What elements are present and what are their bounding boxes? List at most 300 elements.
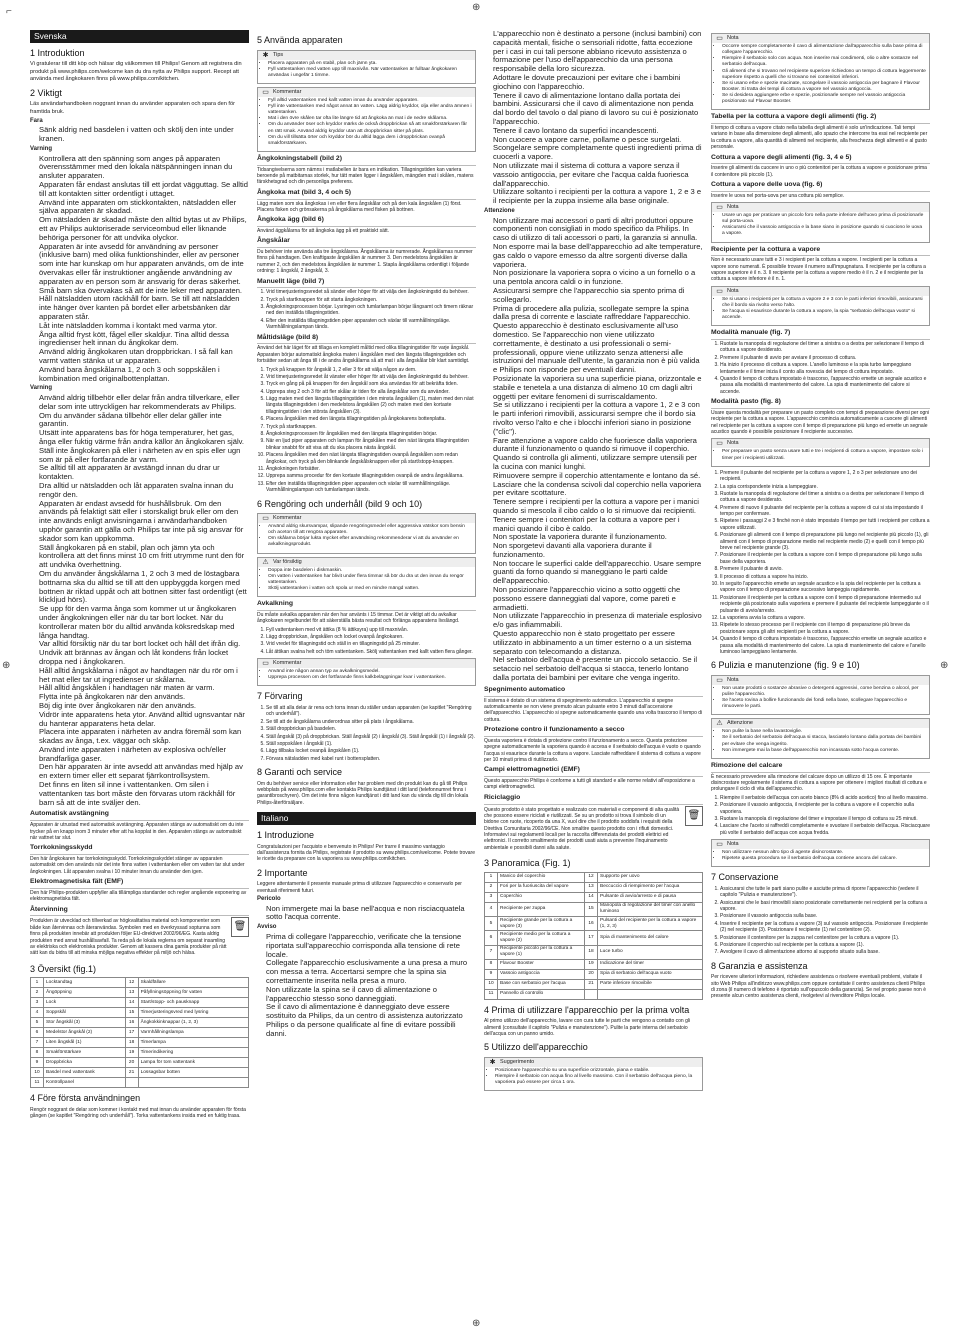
list-item: 1. Riempire il serbatoio dell'acqua con aceto bianco (8% di acido acetico) fino al livello massimo. [720, 795, 930, 801]
part-number: 6 [485, 931, 498, 945]
list-item: 1. Vrid timerjusteringsvredet så sänder eller höger för att välja den ångkokningstid du behöver. [266, 289, 476, 295]
table-row [31, 998, 249, 1008]
paragraph: Rengör noggrant de delar som kommer i kontakt med mat innan du använder apparaten för första gången (se kapitlet "Rengöring och underhåll"). Torka vattentankens insida med en fuktig trasa. [30, 1106, 246, 1120]
bullet-list [484, 30, 703, 206]
bullet-list [261, 98, 472, 147]
part-number: 6 [31, 1028, 44, 1038]
note-box [711, 438, 930, 466]
part-number: 15 [585, 902, 598, 916]
list-item: 4. Ställ ångskål (3) på droppbrickan. Ställ ångskål (2) i ångskål (3). Ställ ångskål (1) i ångskål (2). [266, 734, 476, 740]
paragraph: Tidsangivelserna som nämns i matlabellen är bara en indikation. Tillagningstiden kan variera beroende på matbitarnas storlek, hur tätt maten ligger i ångskålen, mängden mat i skålen, matens färskhetsgrad och din personliga preferens. [257, 166, 474, 186]
table-row [485, 979, 703, 989]
part-number: 18 [125, 1038, 138, 1048]
list-item: • Om vatten i vattentanken har blivit under flera timmar så bör du dra ut den innan du rengör vattentanken. [268, 574, 472, 586]
part-name: Lock [44, 998, 126, 1008]
subheading: Attenzione [484, 207, 515, 214]
list-item: • Om nätsladden är skadad måste den alltid bytas ut av Philips, ett av Philips auktoriserade serviceombud eller liknande behöriga personer för att undvika olyckor. [39, 216, 249, 242]
part-name: Supporto per uovo [598, 872, 703, 882]
list-item: • Assicurarsi sempre che l'apparecchio sia spento prima di scollegarlo. [493, 287, 703, 305]
part-name: Spia di mantenimento del calore [598, 931, 703, 945]
list-item: • Doppa inte basdelen i diskmaskin. [268, 568, 472, 574]
part-name: Ångöppning [44, 988, 126, 998]
bullet-list [715, 297, 926, 322]
paragraph: Questo prodotto è stato progettato e realizzato con materiali e componenti di alta qualità che possono essere riciclati e riutilizzati. Se su un prodotto si trova il simbolo di un bidone con ruote, ricoperto da una X, vuol dire che il prodotto soddisfa i requisiti della Direttiva Comunitaria 2002/96/CE. Non smaltire questo prodotto con i rifiuti domestici. Informatevi sui regolamenti locali per la raccolta differenziata dei prodotti elettrici ed elettronici. Il corretto smaltimento dei prodotti usati aiuta a prevenire l'inquinamento ambientale e possibili danni alla salute. [484, 806, 680, 851]
paragraph: Leggere attentamente il presente manuale prima di utilizzare l'apparecchio e conservarlo per eventuali riferimenti futuri. [257, 881, 462, 894]
list-item: 3. Ruotate la manopola di regolazione del timer a sinistra o a destra per selezionare il tempo di cottura a vapore desiderato. [720, 491, 930, 504]
list-item: 2. Lägg droppbrickan, ångskålen och locket ovanpå ångkokaren. [266, 634, 476, 640]
section-title: 1 Introduzione [257, 830, 315, 841]
section-title: 5 Använda apparaten [257, 35, 343, 45]
note-icon: ▭ [716, 287, 723, 295]
list-item: • Se alltid till att apparaten är avstängd innan du drar ur kontakten. [39, 464, 249, 482]
registration-mark-icon: ⊕ [472, 1318, 481, 1329]
part-number: 11 [31, 1078, 44, 1088]
list-item: • Tenere il cavo di alimentazione lontano dalla portata dei bambini. Assicurarsi che il cavo di alimentazione non penda dal bordo del tavolo o dal piano di lavoro su cui è posizionato l'apparecchio. [493, 92, 703, 127]
list-item: • Vidrör inte apparatens heta ytor. Använd alltid ugnsvantar när du hanterar apparatens heta delar. [39, 711, 249, 729]
table-row [485, 931, 703, 945]
part-number: 13 [125, 988, 138, 998]
note-icon: ▭ [716, 35, 723, 43]
paragraph: Al primo utilizzo dell'apparecchio, lavare con cura tutte le parti che vengono a contatto con gli alimenti (consultate il capitolo "Pulizia e manutenzione"). Pulite la parte interna del serbatoio dell'acqua con un panno umido. [484, 1018, 691, 1038]
list-item: 4. Låt ättikan svalna helt och töm vattentanken. Skölj vattentanken med kallt vatten flera gånger. [266, 649, 476, 655]
crop-mark: ⌐ [6, 6, 12, 17]
note-label: Nota [727, 676, 739, 683]
language-header-italiano: Italiano [257, 812, 476, 825]
part-name: Flavour Booster [498, 959, 585, 969]
list-item: • Ånga alltid fryst kött, fågel eller skaldjur. Tina alltid dessa ingredienser helt innan du ångkokar dem. [39, 331, 249, 349]
section-title: 6 Pulizia e manutenzione (fig. 9 e 10) [711, 660, 860, 671]
tip-box [484, 1057, 703, 1091]
numbered-list [711, 886, 930, 956]
list-item: • Håll alltid ångskålen i handtagen när maten är varm. [39, 684, 249, 693]
tip-icon: ✱ [262, 51, 269, 59]
part-number: 7 [485, 945, 498, 959]
list-item: • Se upp för den varma ånga som kommer ut ur ångkokaren under ångkokningen eller när du tar bort locket. När du kontrollerar maten bör du alltid använda köksredskap med långa handtag. [39, 605, 249, 640]
list-item: • Tenere sempre i contenitori per la cottura a vapore per i manici quando il cibo è caldo. [493, 516, 703, 534]
part-number: 17 [585, 931, 598, 945]
subheading: Varning [30, 385, 53, 392]
note-box [711, 33, 930, 110]
part-name: Spia di serbatoio dell'acqua vuoto [598, 969, 703, 979]
part-name: Stor ångskål (3) [44, 1018, 126, 1028]
list-item: • Usare un ago per praticare un piccolo foro nella parte inferiore dell'uovo prima di posizionarle sul porta-uova. [722, 213, 926, 225]
table-row [485, 882, 703, 892]
list-item: • Om du använder ångskålarna 1, 2 och 3 med de löstagbara bottnarna ska du alltid se till att den uppbyggda korgen med bottnen är riktad uppåt och att bottnen sitter fast ordentligt (ett klickljud hörs). [39, 570, 249, 605]
list-item: • Upprepa processen om det fortfarande finns kalkbeläggningar kvar i vattentanken. [268, 675, 472, 681]
list-item: 8. Premere il pulsante di avvio. [720, 566, 930, 572]
subsection-title: Återvinning [30, 906, 249, 917]
part-number: 18 [585, 945, 598, 959]
list-item: 3. Ruotare la manopola di regolazione del timer e impostare il tempo di cottura su 25 minuti. [720, 816, 930, 822]
list-item: • Posizionare l'apparecchio su una superficie orizzontale, piana e stabile. [495, 1068, 699, 1074]
list-item: 3. Ångkokningsprocessen börjar. Lysringen och tumlarlampan börjar långsamt och timern räknar ned den inställda tillagningstiden. [266, 304, 476, 317]
list-item: 4. Quando il tempo di cottura impostato è trascorso, l'apparecchio emette un segnale acustico e passa alla modalità di mantenimento del calore. La spia di mantenimento del calore si accende. [720, 376, 930, 395]
list-item: • Placera inte apparaten i närheten av andra föremål som kan skadas av ånga, t.ex. väggar och skåp. [39, 728, 249, 746]
paragraph: Läs användarhandboken noggrant innan du använder apparaten och spara den för framtida bruk. [30, 101, 235, 115]
part-number: 20 [125, 1058, 138, 1068]
note-label: Var försiktig [273, 558, 302, 565]
list-item: 1. Assicurarsi che tutte le parti siano pulite e asciutte prima di riporre l'apparecchio (vedere il capitolo "Pulizia e manutenzione"). [720, 886, 930, 899]
registration-mark-icon: ⊕ [472, 2, 481, 13]
paragraph: Il tempo di cottura a vapore citato nella tabella degli alimenti è solo un'indicazione. Tali tempi variano in base alla dimensione degli alimenti, allo spazio che intercorre tra essi nel recipiente per la cottura a vapore, alla quantità di alimenti nel recipiente, alla freschezza degli alimenti e al gusto personale. [711, 124, 928, 151]
list-item: 4. Lasciare che l'aceto si raffreddi completamente e svuotare il serbatoio dell'acqua. Risciacquare più volte il serbatoio dell'acqua con acqua fredda. [720, 823, 930, 836]
bullet-list [715, 729, 926, 754]
list-item: • Använd inte apparaten om stickkontakten, nätsladden eller själva apparaten är skadad. [39, 199, 249, 217]
part-name: Varmhållningslampa [138, 1028, 248, 1038]
bullet-list [715, 44, 926, 105]
table-row [31, 1028, 249, 1038]
numbered-list [257, 289, 476, 330]
list-item: • Rimuovere sempre il coperchio attentamente e lontano da sé. Lasciare che la condensa scivoli dal coperchio nella vaporiera per evitare scottature. [493, 472, 703, 498]
paragraph: Usare questa modalità per preparare un pasto completo con tempi di preparazione diversi per ogni recipiente per la cottura a vapore. L'apparecchio comincia automaticamente a cuocere gli alimenti nel recipiente per la cottura a vapore con il tempo di preparazione più lungo ed emette un segnale acustico quando è possibile posizionare il recipiente successivo. [711, 409, 930, 436]
part-number: 9 [31, 1058, 44, 1068]
table-row [31, 988, 249, 998]
list-item: • Non pulite la base nella lavastoviglie. [722, 729, 926, 735]
list-item: • Se il serbatoio del serbatoio dell'acqua si stacca, lasciatelo lontano dalla portata dei bambini per evitare che venga ingerito. [722, 735, 926, 747]
list-item: • Sänk aldrig ned basdelen i vatten och skölj den inte under kranen. [39, 126, 249, 144]
bullet-list [715, 213, 926, 238]
list-item: 1. Se till att alla delar är rena och torra innan du ställer undan apparaten (se kapitlet "Rengöring och underhåll"). [266, 705, 476, 718]
paragraph: Du behöver inte använda alla tre ångskålarna. Ångskålarna är numrerade. Ångskålarnas nummer finns på handtagen. Den kraftigaste ångskålen är nummer 3. Den medelstora ångskålen är nummer 2, och den medelstora ångskålen är nummer 1. Stapla ångskålarna ordentligt i följande ordning: 1 ångskål, 2 ångskål, 3. [257, 249, 473, 275]
list-item: 12. La vaporiera avvia la cottura a vapore. [720, 615, 930, 621]
list-item: • Se si desidera aggiungere erbe e spezie, posizionarle sempre nel vassoio antigoccia posizionato sul Flavour Booster. [722, 93, 926, 105]
part-number: 4 [31, 1008, 44, 1018]
list-item: • Fyll vattentanken med vatten upp till maxnivån. När vattentanken är fulltaar ångkokaren användas i ungefär 1 timme. [268, 67, 472, 79]
list-item: 6. Posizionare il coperchio sul recipiente per la cottura a vapore (1). [720, 942, 930, 948]
subsection-title: Ångkoka ägg (bild 6) [257, 216, 476, 227]
list-item: • Ställ inte ångkokaren på eller i närheten av en spis eller ugn som är på eller fortfarande är varm. [39, 447, 249, 465]
list-item: • Non immergete mai la base dell'apparecchio non incassata sotto l'acqua corrente. [722, 748, 926, 754]
part-number: 16 [585, 917, 598, 931]
part-number: 7 [31, 1038, 44, 1048]
paragraph: Per ricevere ulteriori informazioni, richiedere assistenza o risolvere eventuali problemi, visitate il sito Web Philips all'indirizzo www.philips.com oppure contattate il centro assistenza clienti Philips di zona (il numero di telefono è riportato sull'opuscolo della garanzia). Se nel proprio paese non è presente alcun centro assistenza clienti, rivolgetevi al rivenditore Philips locale. [711, 974, 926, 1000]
part-name [598, 989, 703, 999]
paragraph: Lägg maten som ska ångkokas i en eller flera ångskålar och på den kala ångskålen (1) först. Placera fisken och grönsakerna på ångskålarna med fisken på bottnen. [257, 200, 462, 213]
registration-mark-icon: ⊕ [940, 660, 949, 671]
note-label: Suggerimento [500, 1058, 535, 1065]
subsection-title: Torrkokningsskydd [30, 844, 249, 855]
part-number: 15 [125, 1008, 138, 1018]
list-item: • Collegate l'apparecchio esclusivamente a una presa a muro con messa a terra. Accertarsi sempre che la spina sia correttamente inserita nella presa a muro. [266, 959, 476, 985]
part-number: 5 [485, 917, 498, 931]
numbered-list [257, 705, 476, 762]
part-name: Skaldfällare [138, 978, 248, 988]
section-title: 4 Före första användningen [30, 1093, 141, 1104]
list-item: • Apparaten får endast anslutas till ett jordat vägguttag. Se alltid till att kontakten sitter ordentligt i uttaget. [39, 181, 249, 199]
paragraph: Om du behöver service eller information eller har problem med din produkt kan du gå till Philips webbplats på www.philips.com eller kontakta Philips kundtjänst i ditt land (telefonnumret finns i garantibroschyren). Om det inte finns någon kundtjänst i ditt land kan du vända dig till din lokala Philips-återförsäljare. [257, 780, 469, 806]
bullet-list [30, 155, 249, 384]
list-item: • Utsätt inte apparatens bas för höga temperaturer, het gas, ånga eller fuktig värme från andra källor än ångkokaren själv. [39, 429, 249, 447]
list-item: • Posizionate la vaporiera su una superficie piana, orizzontale e stabile e tenetela a una distanza di almeno 10 cm dagli altri oggetti per evitare fenomeni di surriscaldamento. [493, 375, 703, 401]
part-name: Liten ångskål (1) [44, 1038, 126, 1048]
part-name: Vassoio antigoccia [498, 969, 585, 979]
section-title: 4 Prima di utilizzare l'apparecchio per la prima volta [484, 1004, 690, 1015]
part-name: Luce turbo [598, 945, 703, 959]
note-box [257, 658, 476, 686]
subsection-title: Spegnimento automatico [484, 686, 703, 697]
part-name: Coperchio [498, 892, 585, 902]
list-item: • Non utilizzare nessun altro tipo di agente disincrostante. [722, 850, 926, 856]
list-item: • Se si usano i recipienti per la cottura a vapore 2 e 3 con le parti inferiori rimovibili, assicurarsi che il bordo sia rivolto verso l'alto. [722, 297, 926, 309]
list-item: 4. Efter den inställda tillagningstiden piper apparaten och växlar till varmhållningsläge. Varmhållningslampan tänds. [266, 318, 476, 331]
caution-box [257, 557, 476, 598]
list-item: • Mat i den övre skålen tar ofta lite längre tid att ångkoka än mat i de nedre skålarna. [268, 116, 472, 122]
list-item: • Fyll alltid vattentanken med kallt vatten innan du använder apparaten. [268, 98, 472, 104]
paragraph: Den här Philips-produkten uppfyller alla tillämpliga standarder och regler angående exponering av elektromagnetiska fält. [30, 889, 247, 903]
list-item: • Placera apparaten på en stabil, plan och jämn yta. [268, 61, 472, 67]
subsection-title: Cottura a vapore degli alimenti (fig. 3, 4 e 5) [711, 154, 930, 165]
table-row [485, 945, 703, 959]
list-item: 8. Ångkokningsprocessen för ångskålen med den längsta tillagningstiden börjar. [266, 431, 476, 437]
part-number: 5 [31, 1018, 44, 1028]
part-name: Soppskål [44, 1008, 126, 1018]
part-number: 2 [485, 882, 498, 892]
part-name: Recipiente medio per la cottura a vapore (2) [498, 931, 585, 945]
list-item: • L'apparecchio non è destinato a persone (inclusi bambini) con capacità mentali, fisiche o sensoriali ridotte, fatta eccezione per i casi in cui tali persone abbiano ricevuto assistenza o formazione per l'uso dell'apparecchio da una persona responsabile della loro sicurezza. [493, 30, 703, 74]
bullet-list [715, 850, 926, 862]
part-number: 20 [585, 969, 598, 979]
list-item: 4. Upprepa steg 2 och 3 för att fler skålar är tiden för alla ångskålar som du använder. [266, 389, 476, 395]
part-number: 12 [585, 872, 598, 882]
list-item: • Se il cavo di alimentazione è danneggiato deve essere sostituito da Philips, da un centro di assistenza autorizzato Philips o da persone qualificate al fine di evitare possibili danni. [266, 1003, 476, 1038]
list-item: 1. Fyll vattentanken med vit ättika (8 % ättiksyra) upp till maxnivån. [266, 627, 476, 633]
part-number: 4 [485, 902, 498, 916]
list-item: 2. Vrid timerjusteringsvredet åt vänster eller höger för att välja den ångkokningstid du behöver. [266, 374, 476, 380]
bullet-list [715, 449, 926, 461]
bullet-list [30, 394, 249, 807]
table-row [31, 1048, 249, 1058]
numbered-list [711, 795, 930, 836]
part-number: 14 [125, 998, 138, 1008]
part-name: Basdel med vattentank [44, 1068, 126, 1078]
list-item: 1. Ruotate la manopola di regolazione del timer a sinistra o a destra per selezionare il tempo di cottura a vapore desiderato. [720, 341, 930, 354]
section-title: 3 Översikt (fig.1) [30, 963, 97, 974]
subsection-title: Elektromagnetiska fält (EMF) [30, 878, 249, 889]
part-name: Base con serbatoio per l'acqua [498, 979, 585, 989]
bullet-list [715, 686, 926, 711]
part-name: Pulsanti del recipiente per la cottura a vapore (1, 2, 3) [598, 917, 703, 931]
part-number: 8 [31, 1048, 44, 1058]
subsection-title: Manuellt läge (bild 7) [257, 278, 476, 289]
subsection-title: Rimozione del calcare [711, 762, 930, 773]
part-name: Medelstor ångskål (2) [44, 1028, 126, 1038]
table-row [485, 959, 703, 969]
note-box [711, 286, 930, 327]
note-label: Nota [727, 287, 739, 294]
part-name: Start/stopp- och pausknapp [138, 998, 248, 1008]
tip-box [257, 50, 476, 84]
list-item: • Låt inte nätsladden komma i kontakt med varma ytor. [39, 322, 249, 331]
table-row [31, 1058, 249, 1068]
list-item: 11. Ångkokningen fortsätter. [266, 466, 476, 472]
warning-icon: ⚠ [262, 558, 269, 566]
part-number: 21 [125, 1068, 138, 1078]
part-number: 10 [485, 979, 498, 989]
part-name: Recipiente piccolo per la cottura a vapore (1) [498, 945, 585, 959]
list-item: • Non cuocere a vapore carne, pollame o pesce surgelati. Scongelare sempre completamente questi ingredienti prima di cuocerli a vapore. [493, 136, 703, 162]
list-item: • Använd inte apparaten i närheten av explosiva och/eller brandfarliga gaser. [39, 746, 249, 764]
list-item: • Om du använder öser och kryddor märks de också droppbrickan så att smakförstärkaren får en rätt smak. Använd aldrig kryddor utan att droppbrickan sitter på plats. [268, 122, 472, 134]
list-item: • Flytta inte på ångkokaren när den används. [39, 693, 249, 702]
list-item: • Se l'acqua si esaurisce durante la cottura a vapore, la spia "serbatoio dell'acqua vuoto" si accende. [722, 309, 926, 321]
part-number: 13 [585, 882, 598, 892]
paragraph: Apparaten är utrustad med automatisk avstängning. Apparaten stängs av automatiskt om du inte trycker på en knapp inom 3 minuter efter att ha kopplat in den. Apparaten stängs av automatiskt när vattnet tar slut. [30, 822, 244, 841]
list-item: 6. Lägg tillbaka locket ovanpå ångskålen (1). [266, 748, 476, 754]
part-name: Ångkokkinknappar (1, 2, 3) [138, 1018, 248, 1028]
list-item: 1. Premere il pulsante del recipiente per la cottura a vapore 1, 2 o 3 per selezionare uno dei recipienti. [720, 470, 930, 483]
part-number: 12 [125, 978, 138, 988]
part-name [138, 1078, 248, 1088]
paragraph: Il sistema è dotato di un sistema di spegnimento automatico. L'apparecchio si spegne automaticamente se non viene premuto alcun pulsante entro 3 minuti dall'accensione dell'apparecchio. L'apparecchio si spegne automaticamente quando una volta trascorso il tempo di cottura. [484, 697, 703, 723]
part-name: Kontrollpanel [44, 1078, 126, 1088]
subsection-title: Ångskålar [257, 237, 476, 248]
section-title: 8 Garanti och service [257, 767, 343, 778]
list-item: • Per preparare un pasto senza usare tutti e tre i recipienti di cottura a vapore, impostare solo i timer per i recipienti utilizzati. [722, 449, 926, 461]
part-name: Påfyllningsöppning för vatten [138, 988, 248, 998]
list-item: • Böj dig inte över ångkokaren när den används. [39, 702, 249, 711]
list-item: 3. Tryck en gång på på knappen för den ångskål som ska användas för att bekräfta tiden. [266, 381, 476, 387]
part-name: Timerlampa [138, 1038, 248, 1048]
paragraph: Använd det här läget för att tillaga en komplett måltid med olika tillagningstider för varje ångskål. Apparaten börjar automatiskt ångkoka maten i ångskålen med den längsta tillagningstiden och fortsätter sedan att ånga till i de andra ångskålarna så att mat i alla ångskålar blir klart samtidigt. [257, 345, 470, 365]
bullet-list [488, 1068, 699, 1086]
list-item: 2. Posizionare il vassoio antigoccia, il recipiente per la cottura a vapore e il coperchio sulla vaporiera. [720, 802, 930, 815]
note-label: Kommentar [273, 515, 302, 522]
list-item: 3. Ha inizio il processo di cottura a vapore. L'anello luminoso e la spia turbo lampeggiano lentamente e il timer inizia il conto alla rovescia del tempo di cottura impostato. [720, 362, 930, 375]
part-number: 3 [485, 892, 498, 902]
part-name: Timerindikering [138, 1048, 248, 1058]
note-label: Nota [727, 841, 739, 848]
numbered-list [257, 627, 476, 656]
list-item: • Prima di collegare l'apparecchio, verificate che la tensione riportata sull'apparecchio corrisponda alla tensione di rete locale. [266, 933, 476, 959]
paragraph: Vi gratulerar till ditt köp och hälsar dig välkommen till Philips! Genom att registrera din produkt på www.philips.com/welcome kan du dra nytta av Philips support. Recept att använda med ångkokaren finns på www.philips.com/kitchen. [30, 61, 242, 82]
section-title: 7 Conservazione [711, 872, 779, 883]
bullet-list [261, 568, 472, 593]
section-title: 8 Garanzia e assistenza [711, 960, 808, 971]
part-number: 19 [585, 959, 598, 969]
part-number [585, 989, 598, 999]
list-item: • Non sporgetevi davanti alla vaporiera durante il funzionamento. [493, 542, 703, 560]
column-2 [257, 30, 476, 1320]
crossed-bin-icon: 🗑 [231, 917, 249, 937]
part-number: 1 [485, 872, 498, 882]
part-name: Droppbricka [44, 1058, 126, 1068]
list-item: • Håll nätsladden utom räckhåll för barn. Se till att nätsladden inte hänger över kanten på bordet eller arbetsbänken där apparaten står. [39, 295, 249, 321]
list-item: • Prima di procedere alla pulizia, scollegate sempre la spina dalla presa di corrente e lasciate raffreddare l'apparecchio. [493, 305, 703, 323]
table-row [485, 872, 703, 882]
list-item: • Håll alltid ångskålarna i något av handtagen när du rör om i het mat eller tar ut ingredienser ur skålarna. [39, 667, 249, 685]
subsection-title: Tabella per la cottura a vapore degli alimenti (fig. 2) [711, 113, 930, 124]
list-item: • Non utilizzate mai il sistema di cottura a vapore senza il vassoio antigoccia, per evitare che l'acqua calda fuoriesca dall'apparecchio. [493, 162, 703, 188]
bullet-list [261, 669, 472, 681]
part-number: 1 [31, 978, 44, 988]
list-item: 2. Assicurarsi che le basi rimovibili siano posizionate correttamente nei recipienti per la cottura a vapore. [720, 900, 930, 913]
list-item: 7. Förvara nätsladden med kabel runt i bottensplatten. [266, 756, 476, 762]
subsection-title: Recipiente per la cottura a vapore [711, 246, 930, 257]
table-row [31, 1078, 249, 1088]
paragraph: È necessario provvedere alla rimozione del calcare dopo un utilizzo di 15 ore. È importante disincrostare regolarmente il sistema di cottura a vapore per ottenere i migliori risultati di cottura e prolungare il ciclo di vita dell'apparecchio. [711, 773, 927, 793]
table-row [485, 917, 703, 931]
table-row [485, 892, 703, 902]
part-name: Manopola di regolazione del timer con anello luminoso [598, 902, 703, 916]
table-row [31, 978, 249, 988]
list-item: 13. Ripetete lo stesso processo per il recipiente con il tempo di preparazione più breve da posizionare sopra gli altri recipienti per la cottura a vapore. [720, 622, 930, 635]
subsection-title: Modalità manuale (fig. 7) [711, 329, 930, 340]
part-name: Lossagsbar botten [138, 1068, 248, 1078]
section-title: 5 Utilizzo dell'apparecchio [484, 1042, 588, 1053]
list-item: 7. Avvolgere il cavo di alimentazione attorno al supporto situato sulla base. [720, 949, 930, 955]
part-name: Pulsante di avvio/arresto e di pausa [598, 892, 703, 902]
list-item: 5. Ställ soppskålen i ångskål (1). [266, 741, 476, 747]
list-item: 13. Efter den inställda tillagningstiden piper apparaten och växlar till varmhållningsläge. Varmhållningslampan och tumlarlampan tänds. [266, 481, 476, 494]
paragraph: Questa vaporiera è dotata di protezione contro il funzionamento a secco. Questa protezione spegne automaticamente la vaporiera quando è accesa e il serbatoio dell'acqua è vuoto o quando l'acqua si esaurisce durante la cottura a vapore. Lasciate raffreddare il sistema di cottura a vapore per 10 minuti prima di riutilizzarlo. [484, 737, 701, 763]
list-item: 9. Il processo di cottura a vapore ha inizio. [720, 574, 930, 580]
paragraph: Använd äggkålarna för att ångkoka ägg på ett praktiskt sätt. [257, 227, 390, 234]
note-icon: ▭ [716, 841, 723, 849]
list-item: • Om du vill tillsätta örter och kryddor bör du alltid lägga dem i droppbrickan ovanpå smakförstärkaren. [268, 135, 472, 147]
part-name: Pannello di controllo [498, 989, 585, 999]
part-number [125, 1078, 138, 1088]
list-item: 10. In seguito l'apparecchio emette un segnale acustico e la spia del recipiente per la cottura a vapore con il tempo di preparazione successivo lampeggia rapidamente. [720, 581, 930, 594]
list-item: 4. Premere di nuovo il pulsante del recipiente per la cottura a vapore di cui si sta impostando il tempo per confermare. [720, 505, 930, 518]
note-label: Nota [727, 440, 739, 447]
list-item: 6. Placera ångskålen med den längsta tillagningstiden på ångkokarens bottenplatta. [266, 416, 476, 422]
list-item: • Små barn ska övervakas så att de inte leker med apparaten. [39, 287, 249, 296]
list-item: • Apparaten är endast avsedd för hushållsbruk. Om den används på felaktigt sätt eller i storskaligt bruk eller om den inte används enligt anvisningarna i användarhandboken upphör garantin att gälla och Philips tar inte på sig ansvar för skador som kan uppkomma. [39, 500, 249, 544]
list-item: 7. Posizionare il recipiente per la cottura a vapore con il tempo di preparazione più lungo sulla base della vaporiera. [720, 552, 930, 565]
part-number: 10 [31, 1068, 44, 1078]
recycling-block [30, 917, 249, 958]
note-box [257, 87, 476, 152]
list-item: • Apparaten är inte avsedd för användning av personer (inklusive barn) med olika funktionshinder, eller av personer som inte har kunskap om hur apparaten används, om de inte övervakas eller får instruktioner angående användning av apparaten av en person som är ansvarig för deras säkerhet. [39, 243, 249, 287]
list-item: • Se si usano erbe e spezie macinate, scongelare il vassoio antigoccia per bagnare il Flavour Booster. Si tratta dei tempi di cottura a vapore nel vassoio antigoccia. [722, 81, 926, 93]
note-label: Kommentar [273, 88, 302, 95]
column-4 [711, 30, 930, 1320]
list-item: • Non immergete mai la base nell'acqua e non risciacquatela sotto l'acqua corrente. [266, 905, 476, 923]
table-row [485, 902, 703, 916]
subheading: Varning [30, 145, 53, 152]
subsection-title: Automatisk avstängning [30, 810, 249, 821]
list-item: • Non utilizzare mai accessori o parti di altri produttori oppure componenti non consigliati in modo specifico da Philips. In caso di utilizzo di tali accessori o parti, la garanzia si annulla. [493, 217, 703, 243]
note-icon: ▭ [716, 204, 723, 212]
list-item: 10. Placera ångskålen med den näst längsta tillagningstiden ovanpå ångskålen som redan ångkokar, och tryck på den blinkande ångskålsknappen eller på start/stopp-knappen. [266, 452, 476, 465]
list-item: • Ripetete questa procedura se il serbatoio dell'acqua contiene ancora del calcare. [722, 856, 926, 862]
list-item: • Tenere sempre i recipienti per la cottura a vapore per i manici quando si mescola il cibo caldo o lo si rimuove dai recipienti. [493, 498, 703, 516]
part-name: Indicazione del timer [598, 959, 703, 969]
list-item: 5. Lägg maten med den längsta tillagningstiden i den minsta ångskålen (1), maten med den näst längsta tillagningstiden i den medelstora ångskålen (2) och maten med den kortaste tillagningstiden i den största ångskålen (3). [266, 396, 476, 415]
note-label: Kommentar [273, 660, 302, 667]
list-item: • Nel serbatoio dell'acqua è presente un piccolo setaccio. Se il setaccio nel serbatoio dell'acqua si stacca, tenerlo lontano dalla portata dei bambini per evitare che venga ingerito. [493, 656, 703, 682]
paragraph: Inserire le uova nel porta-uova per una cottura più semplice. [711, 192, 845, 199]
list-item: 2. La spia corrispondente inizia a lampeggiare. [720, 484, 930, 490]
list-item: • Använd bara ångskålarna 1, 2 och 3 och soppskålen i kombination med originalbottenplattan. [39, 366, 249, 384]
part-number: 9 [485, 969, 498, 979]
note-label: Tips [273, 51, 284, 58]
list-item: 3. Vrid vredet för tillagningstid och ställ in en tillagningstid på 25 minuter. [266, 641, 476, 647]
section-title: 1 Introduktion [30, 47, 85, 58]
list-item: • Ställ ångkokaren på en stabil, plan och jämn yta och kontrollera att det finns minst 10 cm fritt utrymme runt den för att undvika överhettning. [39, 544, 249, 570]
table-row [31, 1018, 249, 1028]
list-item: • Non toccare le superfici calde dell'apparecchio. Usare sempre guanti da forno quando si maneggiano le parti calde dell'apparecchio. [493, 560, 703, 586]
part-name: Lampa för tom vattentank [138, 1058, 248, 1068]
subheading: Pericolo [257, 896, 281, 902]
list-item: • Dra alltid ur nätsladden och låt apparaten svalna innan du rengör den. [39, 482, 249, 500]
recycling-block [484, 806, 703, 854]
overview-table [30, 977, 249, 1088]
list-item: • Non utilizzate l'apparecchio in presenza di materiale esplosivo e/o gas infiammabili. [493, 612, 703, 630]
part-name: Recipiente grande per la cottura a vapore (3) [498, 917, 585, 931]
part-number: 2 [31, 988, 44, 998]
part-name: Timerjusteringsvred med lysring [138, 1008, 248, 1018]
